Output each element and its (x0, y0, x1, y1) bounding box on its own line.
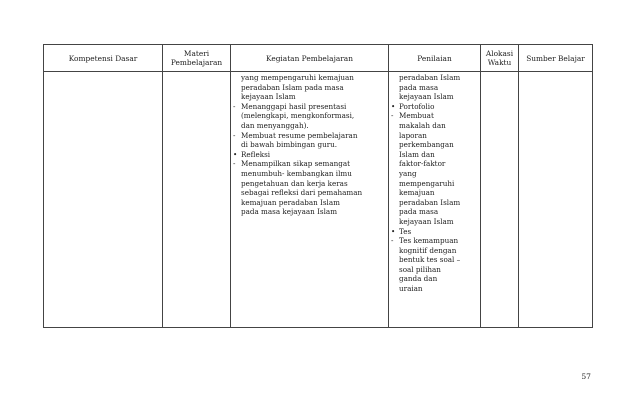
cell-materi-pembelajaran (163, 72, 231, 328)
list-item (231, 131, 388, 150)
cell-sumber-belajar (519, 72, 593, 328)
header-materi-pembelajaran: Materi Pembelajaran (163, 45, 231, 72)
penilaian-list (389, 72, 480, 294)
table-header-row (44, 45, 593, 72)
header-penilaian: Penilaian (389, 45, 481, 72)
list-marker: - (233, 159, 236, 169)
table-row (44, 72, 593, 328)
bullet-marker: • (391, 226, 396, 236)
list-item (389, 111, 480, 226)
list-item (231, 159, 388, 217)
list-item (389, 236, 480, 294)
header-kegiatan-pembelajaran: Kegiatan Pembelajaran (231, 45, 389, 72)
bullet-marker: • (391, 101, 396, 111)
list-item-text: Membuat resume pembelajaran di bawah bimbingan guru. (241, 130, 358, 150)
list-marker: - (233, 101, 236, 111)
cell-alokasi-waktu (481, 72, 519, 328)
kegiatan-list (231, 72, 388, 217)
list-item-text: peradaban Islam pada masa kejayaan Islam (399, 73, 461, 102)
cell-kegiatan-pembelajaran (231, 72, 389, 328)
header-sumber-belajar: Sumber Belajar (519, 45, 593, 72)
list-item-text: Menanggapi hasil presentasi (melengkapi, mengkonformasi, dan menyanggah). (241, 101, 355, 130)
list-item (389, 227, 480, 237)
page-number: 57 (581, 372, 591, 381)
header-alokasi-waktu: Alokasi Waktu (481, 45, 519, 72)
list-item-text: Portofolio (399, 101, 435, 111)
list-marker: - (391, 111, 394, 121)
list-item (389, 102, 480, 112)
header-kompetensi-dasar: Kompetensi Dasar (44, 45, 163, 72)
list-item-text: Refleksi (241, 149, 271, 159)
list-item (231, 102, 388, 131)
list-marker: - (391, 236, 394, 246)
list-item (389, 73, 480, 102)
bullet-marker: • (233, 149, 238, 159)
lesson-plan-table (43, 44, 593, 328)
list-item-text: Menampilkan sikap semangat menumbuh- kembangkan ilmu pengetahuan dan kerja keras sebagai refleksi dari pemahaman kemajuan peradaban Islam pada masa kejayaan Islam (241, 159, 363, 217)
list-item-text: Tes (399, 226, 412, 236)
cell-kompetensi-dasar (44, 72, 163, 328)
list-item-text: Tes kemampuan kognitif dengan bentuk tes soal – soal pilihan ganda dan uraian (399, 236, 461, 294)
list-item (231, 73, 388, 102)
list-item-text: Membuat makalah dan laporan perkembangan Islam dan faktor-faktor yang mempengaruhi kemajuan peradaban Islam pada masa kejayaan Islam (399, 111, 461, 226)
list-item (231, 150, 388, 160)
cell-penilaian (389, 72, 481, 328)
list-item-text: yang mempengaruhi kemajuan peradaban Islam pada masa kejayaan Islam (241, 73, 354, 102)
list-marker: - (233, 130, 236, 140)
